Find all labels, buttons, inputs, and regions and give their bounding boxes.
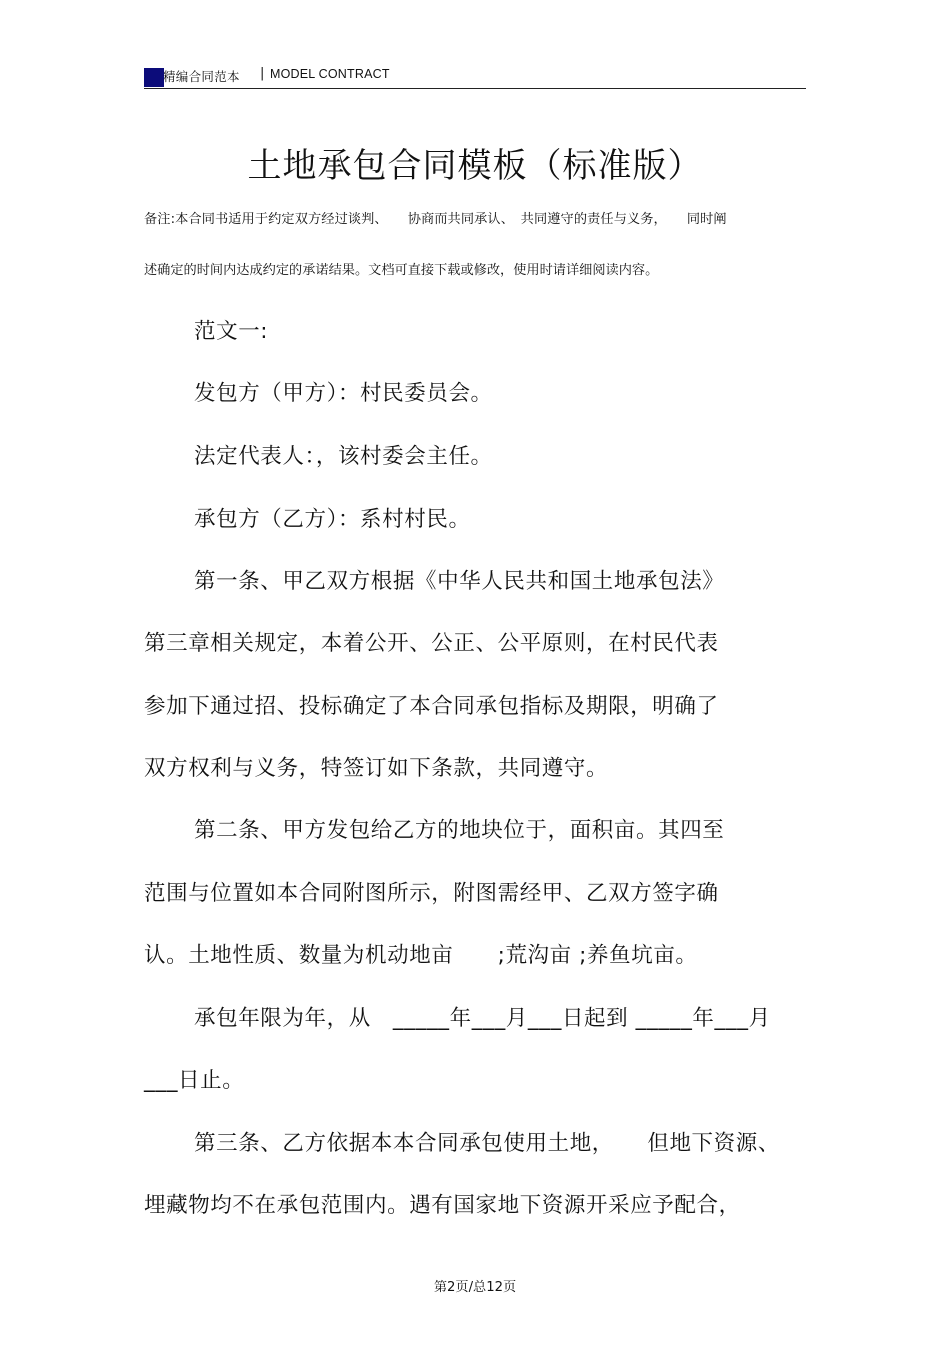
body-line: 参加下通过招、投标确定了本合同承包指标及期限，明确了 [144, 694, 719, 719]
body-line: 承包年限为年，从 _____年___月___日起到 _____年___月 [194, 1006, 771, 1031]
body-line: 承包方（乙方）：系村村民。 [194, 507, 471, 532]
model-contract-label: MODEL CONTRACT [270, 67, 390, 81]
body-line: 第三条、乙方依据本本合同承包使用土地， 但地下资源、 [194, 1131, 780, 1156]
brand-logo-icon [144, 68, 164, 87]
body-line: 第三章相关规定，本着公开、公正、公平原则，在村民代表 [144, 631, 719, 656]
note-line-1: 备注:本合同书适用于约定双方经过谈判、 协商而共同承认、 共同遵守的责任与义务， 同时阐 [144, 212, 727, 227]
body-line: ___日止。 [144, 1068, 245, 1093]
body-line: 范围与位置如本合同附图所示，附图需经甲、乙双方签字确 [144, 881, 719, 906]
note-line-2: 述确定的时间内达成约定的承诺结果。文档可直接下载或修改，使用时请详细阅读内容。 [144, 263, 659, 278]
body-line: 第一条、甲乙双方根据《中华人民共和国土地承包法》 [194, 569, 725, 594]
body-line: 埋藏物均不在承包范围内。遇有国家地下资源开采应予配合， [144, 1193, 741, 1218]
brand-name: 精编合同范本 [163, 69, 240, 84]
document-title: 土地承包合同模板（标准版） [247, 146, 703, 186]
body-line: 范文一: [194, 319, 269, 344]
body-line: 双方权利与义务，特签订如下条款，共同遵守。 [144, 756, 609, 781]
body-line: 认。土地性质、数量为机动地亩 ;荒沟亩 ;养鱼坑亩。 [144, 943, 698, 968]
body-line: 第二条、甲方发包给乙方的地块位于，面积亩。其四至 [194, 818, 725, 843]
header-separator: | [260, 66, 265, 81]
page-number: 第2页/总12页 [433, 1280, 517, 1295]
body-line: 发包方（甲方）：村民委员会。 [194, 381, 493, 406]
body-line: 法定代表人：，该村委会主任。 [194, 444, 493, 469]
page-header [144, 64, 806, 89]
